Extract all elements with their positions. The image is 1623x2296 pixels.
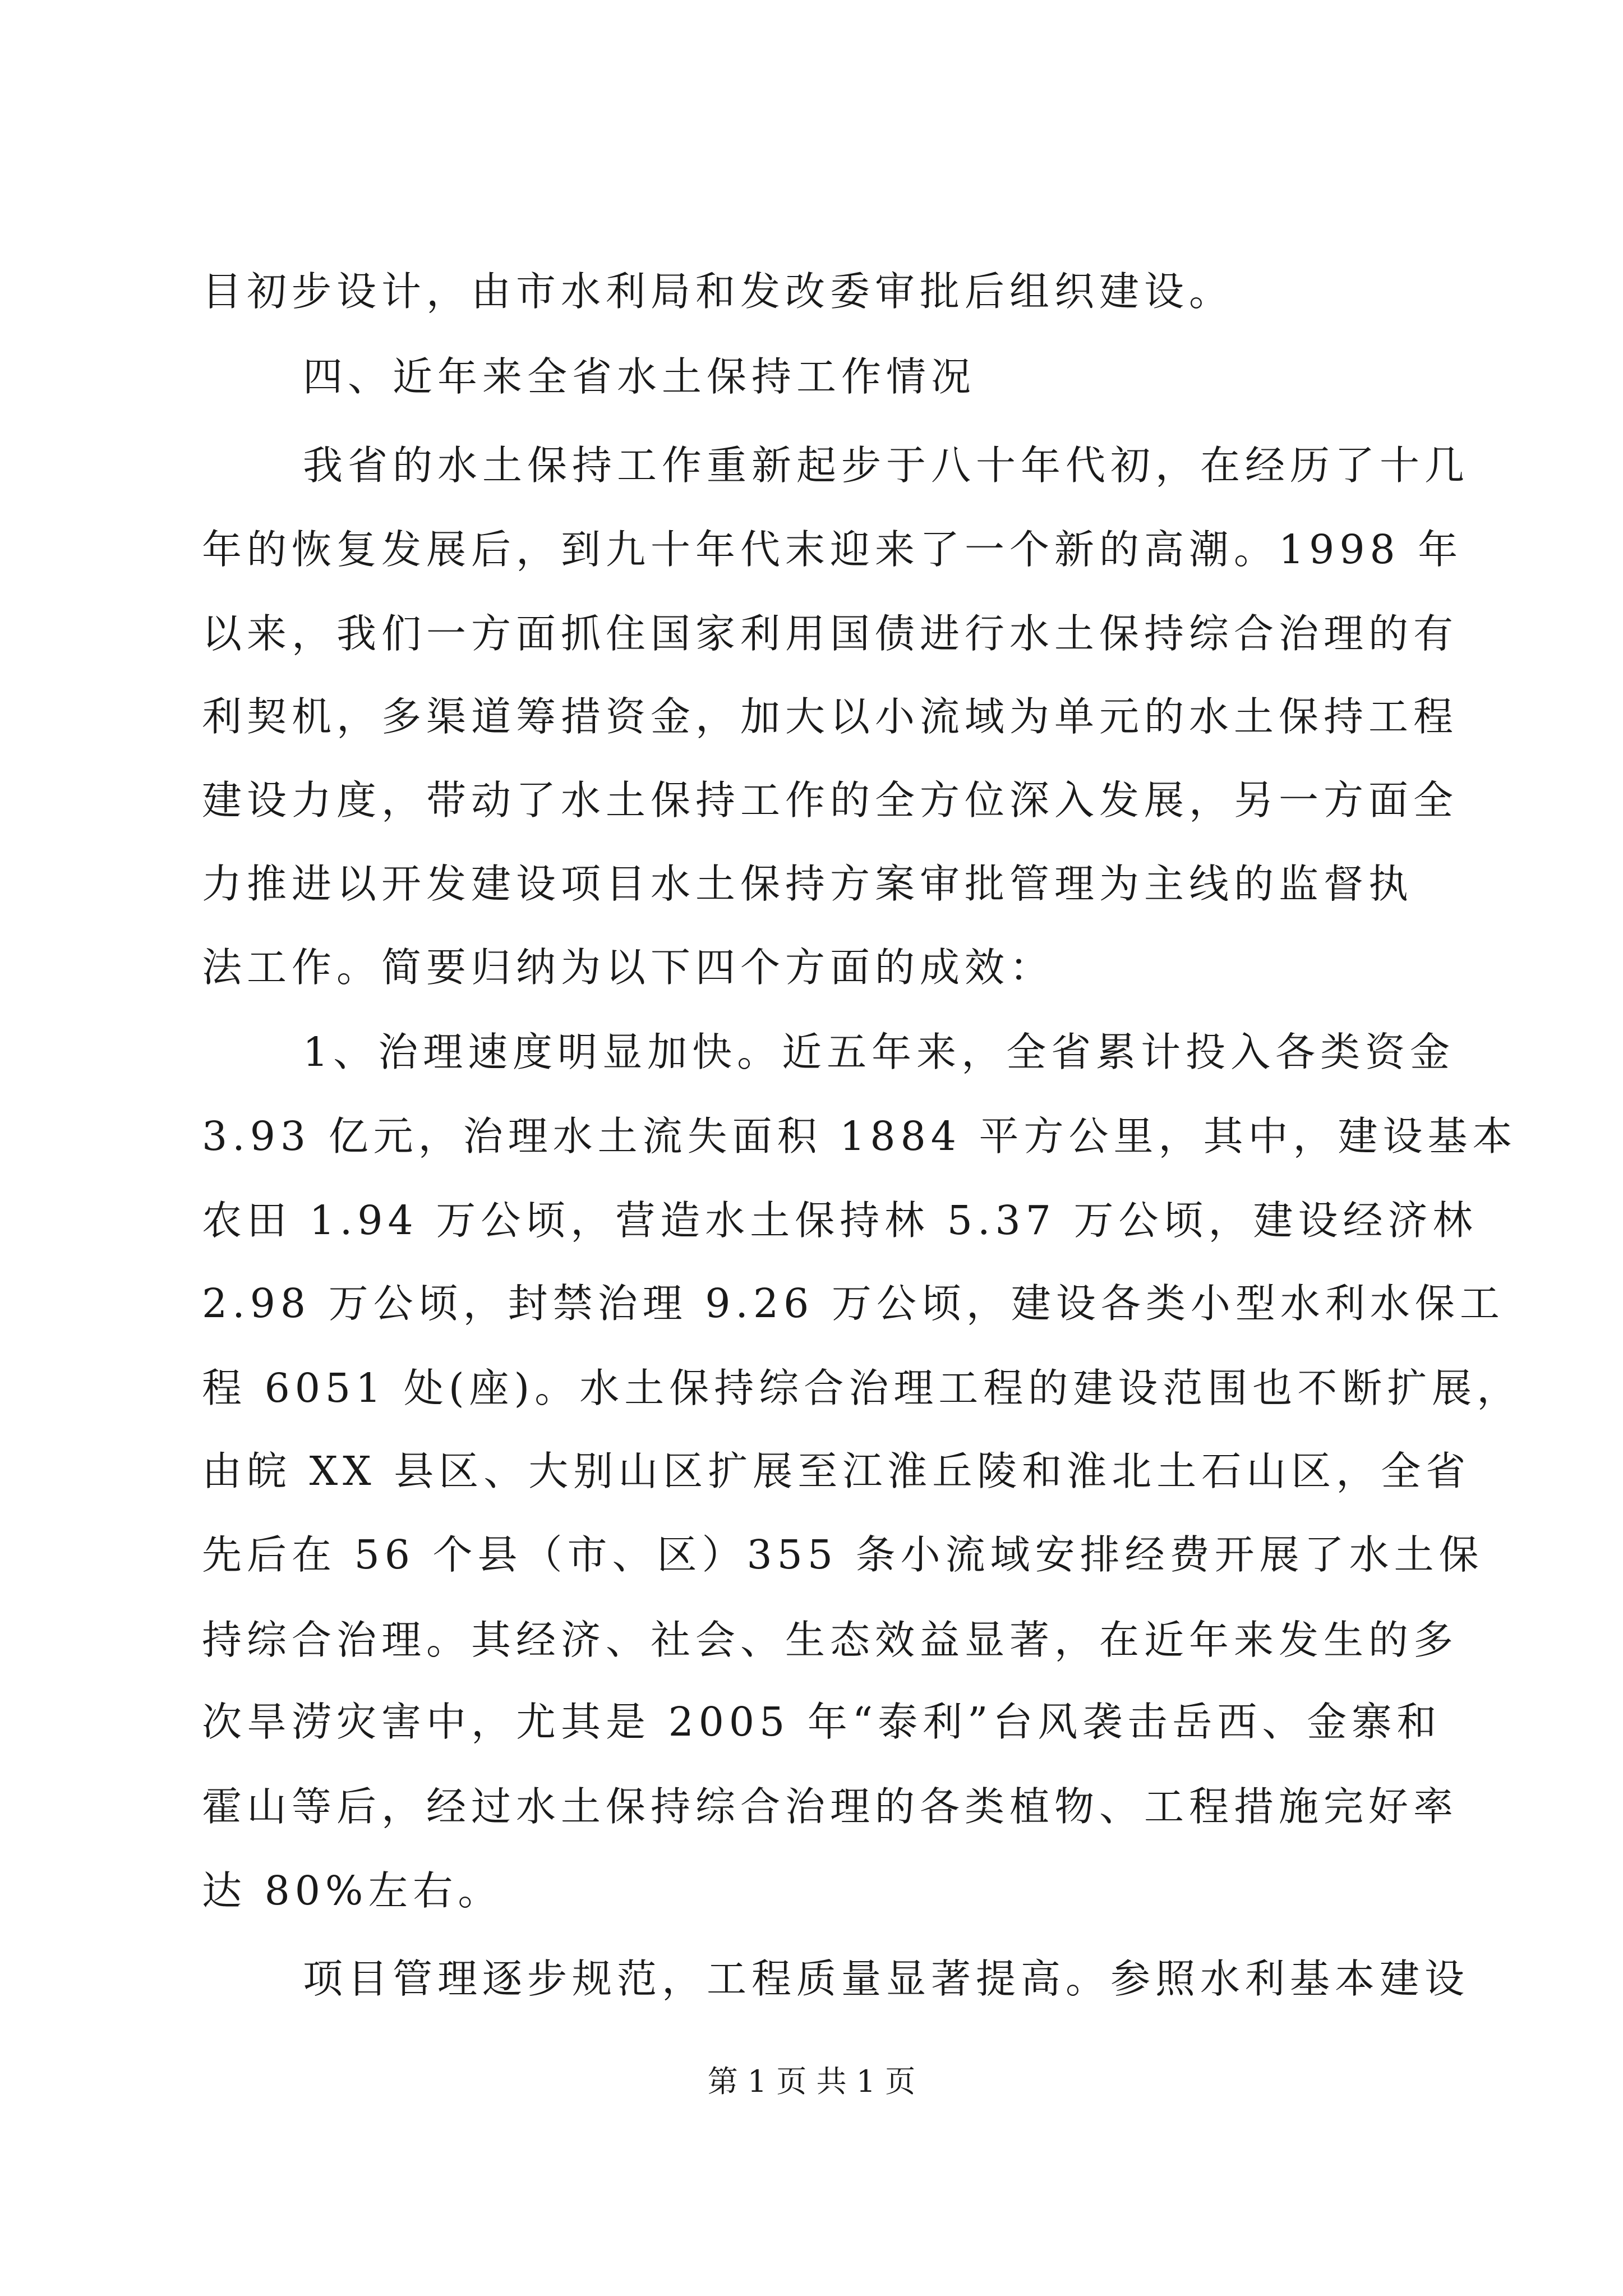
paragraph-line: 以来，我们一方面抓住国家利用国债进行水土保持综合治理的有: [202, 610, 1459, 657]
paragraph-line: 2.98 万公顷，封禁治理 9.26 万公顷，建设各类小型水利水保工: [202, 1280, 1505, 1327]
paragraph-line: 力推进以开发建设项目水土保持方案审批管理为主线的监督执: [202, 861, 1414, 907]
section-heading: 四、近年来全省水土保持工作情况: [303, 353, 976, 400]
paragraph-line: 3.93 亿元，治理水土流失面积 1884 平方公里，其中，建设基本: [202, 1113, 1518, 1159]
paragraph-line: 达 80%左右。: [202, 1867, 503, 1914]
paragraph-line: 建设力度，带动了水土保持工作的全方位深入发展，另一方面全: [202, 777, 1459, 823]
paragraph-line: 利契机，多渠道筹措资金，加大以小流域为单元的水土保持工程: [202, 693, 1459, 740]
paragraph-line: 年的恢复发展后，到九十年代末迎来了一个新的高潮。1998 年: [202, 526, 1463, 573]
paragraph-line: 次旱涝灾害中，尤其是 2005 年“泰利”台风袭击岳西、金寨和: [202, 1699, 1442, 1745]
paragraph-line: 目初步设计，由市水利局和发改委审批后组织建设。: [202, 268, 1234, 315]
paragraph-line: 由皖 XX 县区、大别山区扩展至江淮丘陵和淮北土石山区，全省: [202, 1448, 1471, 1494]
paragraph-line: 持综合治理。其经济、社会、生态效益显著，在近年来发生的多: [202, 1617, 1459, 1663]
paragraph-line: 1、治理速度明显加快。近五年来，全省累计投入各类资金: [303, 1029, 1455, 1075]
paragraph-line: 项目管理逐步规范，工程质量显著提高。参照水利基本建设: [303, 1955, 1470, 2002]
paragraph-line: 程 6051 处(座)。水土保持综合治理工程的建设范围也不断扩展，: [202, 1365, 1522, 1411]
paragraph-line: 农田 1.94 万公顷，营造水土保持林 5.37 万公顷，建设经济林: [202, 1197, 1478, 1244]
page-footer: 第 1 页 共 1 页: [707, 2064, 916, 2099]
paragraph-line: 我省的水土保持工作重新起步于八十年代初，在经历了十几: [303, 442, 1470, 489]
paragraph-line: 先后在 56 个县（市、区）355 条小流域安排经费开展了水土保: [202, 1531, 1484, 1578]
paragraph-line: 法工作。简要归纳为以下四个方面的成效：: [202, 944, 1055, 991]
paragraph-line: 霍山等后，经过水土保持综合治理的各类植物、工程措施完好率: [202, 1783, 1459, 1830]
